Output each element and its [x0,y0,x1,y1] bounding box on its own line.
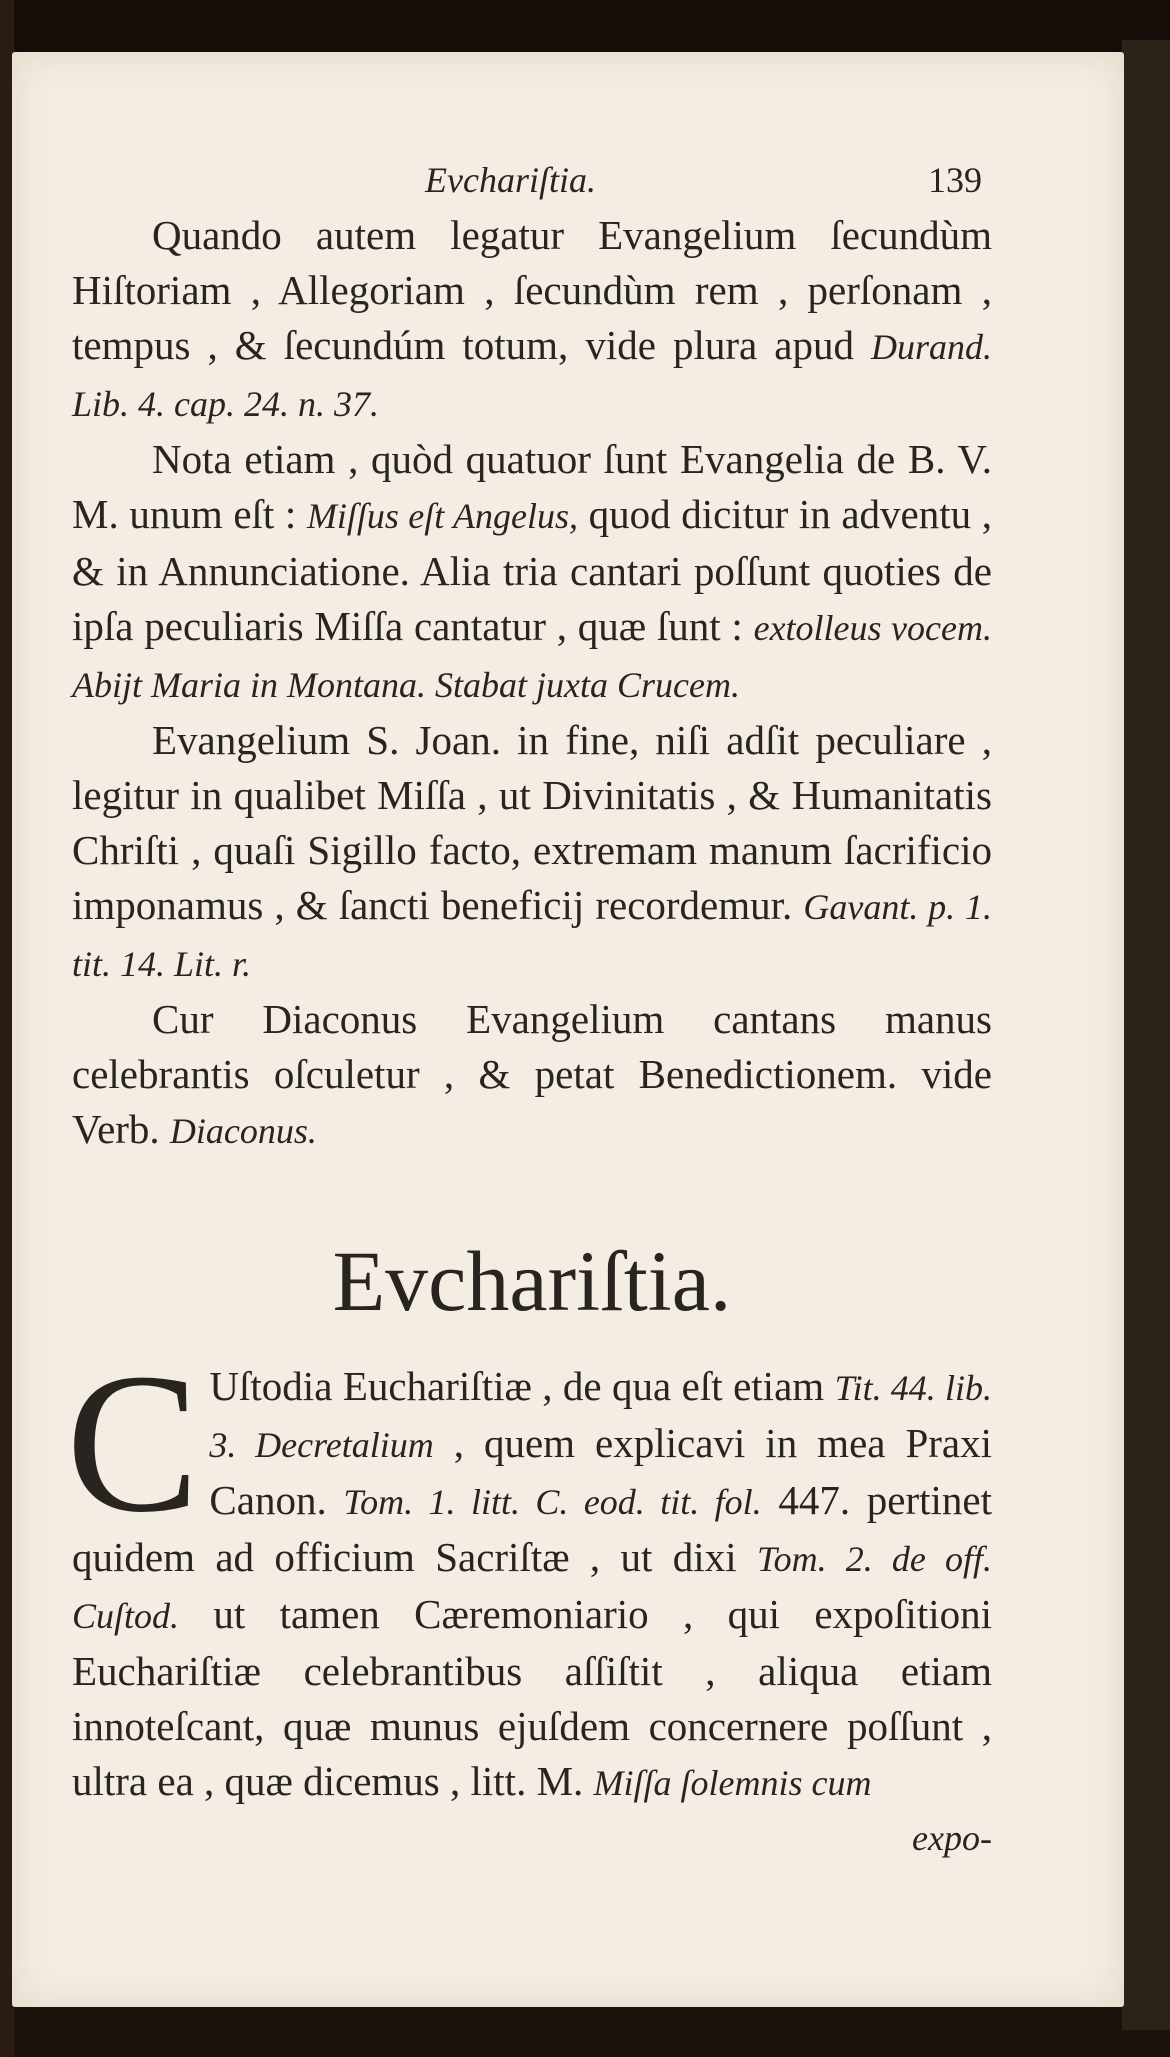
incipits-marian: extolleus vocem. Abijt Maria in Montana. Stabat juxta Crucem. [72,608,992,705]
citation-gavant: Gavant. p. 1. tit. 14. Lit. r. [72,887,992,984]
incipit-missus: Miſſus eſt Angelus, [306,496,578,536]
page-number: 139 [928,160,982,200]
citation-missa-solemnis: Miſſa ſolemnis cum [593,1763,872,1803]
cross-reference-diaconus: Diaconus. [169,1111,317,1151]
paragraph-deacon [72,992,992,1159]
citation-decretalium: Tit. 44. lib. 3. Decretalium [209,1368,992,1465]
page-content [66,152,993,1866]
paragraph-last-gospel [72,713,992,992]
book-edge-right [1122,40,1170,2030]
paragraph-evangelium-modes [72,208,992,432]
paragraph-text: Cur Diaconus Evangelium cantans manus celebrantis oſculetur , & petat Benedictionem. vide Verb. [72,996,992,1152]
paragraph-text: Evangelium S. Joan. in fine, niſi adſit peculiare , legitur in qualibet Miſſa , ut Divinitatis , & Humanitatis Chriſti , quaſi Sigillo facto, extremam manum ſacrificio imponamus , & ſancti beneficij recordemur. [72,717,992,928]
paragraph-four-gospels [72,432,992,713]
paragraph-text: quod dicitur in adventu , & in Annunciatione. Alia tria cantari poſſunt quoties de ipſa peculiaris Miſſa cantatur , quæ ſunt : [72,491,993,649]
book-edge-top [0,0,1170,58]
citation-praxi: Tom. 1. litt. C. eod. tit. fol. [343,1482,762,1522]
paragraph-text: 447. pertinet quidem ad officium Sacriſtæ , ut dixi [72,1477,992,1580]
drop-cap: C [66,1333,200,1554]
running-head [72,152,992,208]
section-title: Evchariſtia. [332,1233,732,1329]
paragraph-text: ut tamen Cæremoniario , qui expoſitioni Euchariſtiæ celebrantibus aſſiſtit , aliqua etiam innoteſcant, quæ munus ejuſdem concernere poſſunt , ultra ea , quæ dicemus , litt. M. [72,1591,992,1804]
paragraph-text: Nota etiam , quòd quatuor ſunt Evangelia de B. V. M. unum eſt : [72,436,992,537]
paragraph-text: , quem explicavi in mea Praxi Canon. [209,1420,992,1523]
citation-durand: Durand. Lib. 4. cap. 24. n. 37. [72,327,992,424]
paragraph-custodia [66,1333,992,1811]
paragraph-text: Uſtodia Euchariſtiæ , de qua eſt etiam [209,1363,835,1409]
catchword: expo- [912,1818,992,1858]
book-page [12,52,1124,2007]
running-head-title: Evchariſtia. [425,160,596,200]
paragraph-text: Quando autem legatur Evangelium ſecundùm Hiſtoriam , Allegoriam , ſecundùm rem , perſonam , tempus , & ſecundúm totum, vide plura apud [72,212,992,368]
citation-tom2: Tom. 2. de off. Cuſtod. [72,1539,992,1636]
